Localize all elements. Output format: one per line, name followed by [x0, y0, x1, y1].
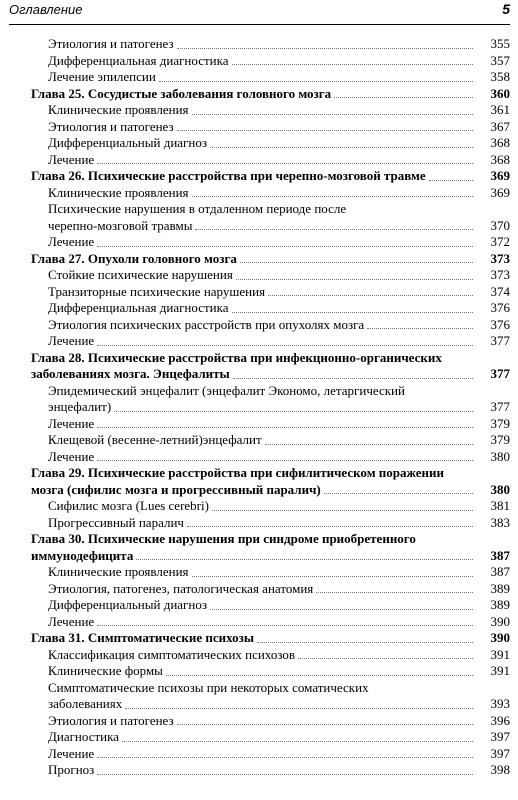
- toc-entry-title: Симптоматические психозы при некоторых соматических: [48, 679, 369, 695]
- dot-leader: [367, 327, 473, 329]
- toc-page-number: 370: [490, 217, 510, 233]
- dot-leader: [97, 162, 473, 164]
- toc-section-entry: [0, 234, 518, 251]
- toc-section-entry: [0, 69, 518, 86]
- dot-leader: [166, 674, 473, 676]
- toc-page-number: 390: [490, 630, 510, 645]
- dot-leader: [240, 261, 473, 263]
- dot-leader: [136, 558, 473, 560]
- dot-leader: [187, 525, 473, 527]
- toc-entry-title: Прогноз: [48, 762, 95, 777]
- table-of-contents: [0, 36, 518, 779]
- toc-chapter-entry: [0, 251, 518, 268]
- toc-page-number: 387: [490, 564, 510, 579]
- toc-page-number: 379: [490, 432, 510, 447]
- toc-entry-title: Прогрессивный паралич: [48, 514, 184, 530]
- dot-leader: [210, 146, 473, 148]
- toc-chapter-entry: [0, 482, 518, 499]
- toc-section-entry: [0, 729, 518, 746]
- toc-entry-title: Сифилис мозга (Lues cerebri): [48, 498, 209, 513]
- toc-page-number: 367: [490, 118, 510, 134]
- toc-section-entry: [0, 53, 518, 70]
- toc-page-number: 397: [490, 745, 510, 761]
- toc-entry-title: Лечение эпилепсии: [48, 69, 156, 84]
- toc-entry-title: Этиология и патогенез: [48, 36, 174, 51]
- dot-leader: [97, 459, 473, 461]
- dot-leader: [177, 723, 473, 725]
- toc-entry-title: мозга (сифилис мозга и прогрессивный паралич): [31, 481, 321, 497]
- toc-entry-title: Клинические проявления: [48, 102, 189, 117]
- toc-entry-title: Дифференциальный диагноз: [48, 597, 207, 612]
- dot-leader: [236, 278, 473, 280]
- dot-leader: [265, 443, 473, 445]
- toc-section-entry: [0, 267, 518, 284]
- toc-page-number: 377: [490, 366, 510, 381]
- toc-section-entry: [0, 152, 518, 169]
- toc-page-number: 389: [490, 580, 510, 596]
- toc-page-number: 376: [490, 316, 510, 332]
- toc-entry-title: Глава 31. Симптоматические психозы: [31, 630, 255, 645]
- toc-page-number: 380: [490, 481, 510, 497]
- toc-section-entry: [0, 564, 518, 581]
- dot-leader: [268, 294, 473, 296]
- toc-entry-title: Дифференциальный диагноз: [48, 135, 207, 150]
- dot-leader: [125, 707, 473, 709]
- toc-page-number: 376: [490, 300, 510, 315]
- dot-leader: [192, 575, 473, 577]
- toc-section-entry: [0, 663, 518, 680]
- dot-leader: [114, 410, 473, 412]
- toc-page-number: 381: [490, 498, 510, 513]
- dot-leader: [232, 311, 473, 313]
- toc-entry-title: Лечение: [48, 415, 95, 431]
- toc-section-entry: [0, 102, 518, 119]
- dot-leader: [233, 377, 473, 379]
- page-header: [9, 0, 510, 25]
- toc-page-number: 355: [490, 36, 510, 51]
- toc-page-number: 357: [490, 52, 510, 68]
- toc-entry-title: Стойкие психические нарушения: [48, 267, 233, 282]
- dot-leader: [97, 426, 473, 428]
- toc-entry-title: заболеваниях мозга. Энцефалиты: [31, 366, 230, 381]
- toc-section-entry: [0, 432, 518, 449]
- toc-entry-title: Клинические формы: [48, 663, 163, 678]
- toc-entry-title: Лечение: [48, 448, 95, 464]
- toc-page-number: 391: [490, 663, 510, 678]
- toc-entry-title: энцефалит): [48, 399, 112, 414]
- running-title: Оглавление: [9, 2, 83, 17]
- toc-page-number: 377: [490, 333, 510, 348]
- toc-entry-title: Дифференциальная диагностика: [48, 52, 229, 68]
- toc-entry-title: Эпидемический энцефалит (энцефалит Экономо, летаргический: [48, 382, 405, 398]
- toc-entry-title: Классификация симптоматических психозов: [48, 646, 296, 662]
- dot-leader: [257, 641, 473, 643]
- toc-entry-title: Глава 26. Психические расстройства при черепно-мозговой травме: [31, 168, 426, 183]
- toc-section-entry: [0, 399, 518, 416]
- toc-entry-title: Этиология и патогенез: [48, 118, 174, 134]
- dot-leader: [192, 113, 473, 115]
- dot-leader: [212, 509, 473, 511]
- dot-leader: [97, 773, 473, 775]
- toc-section-entry: [0, 696, 518, 713]
- toc-entry-title: Лечение: [48, 151, 95, 167]
- toc-page-number: 387: [490, 547, 510, 563]
- toc-page-number: 369: [490, 184, 510, 200]
- toc-chapter-entry: [0, 630, 518, 647]
- toc-entry-title: Глава 30. Психические нарушения при синдроме приобретенного: [31, 531, 416, 546]
- dot-leader: [177, 47, 473, 49]
- toc-page-number: 368: [490, 135, 510, 150]
- dot-leader: [232, 63, 473, 65]
- toc-entry-title: Глава 29. Психические расстройства при сифилитическом поражении: [31, 465, 445, 480]
- toc-section-entry: [0, 762, 518, 779]
- dot-leader: [192, 195, 473, 197]
- dot-leader: [195, 228, 473, 230]
- toc-chapter-entry: [0, 350, 518, 367]
- toc-page-number: 377: [490, 399, 510, 414]
- dot-leader: [316, 591, 473, 593]
- toc-page-number: 383: [490, 514, 510, 530]
- dot-leader: [429, 179, 473, 181]
- toc-entry-title: черепно-мозговой травмы: [48, 217, 193, 233]
- toc-chapter-entry: [0, 86, 518, 103]
- toc-section-entry: [0, 135, 518, 152]
- toc-entry-title: Клинические проявления: [48, 564, 189, 579]
- toc-entry-title: Лечение: [48, 613, 95, 629]
- dot-leader: [122, 740, 473, 742]
- dot-leader: [159, 80, 473, 82]
- toc-entry-title: Транзиторные психические нарушения: [48, 283, 266, 299]
- toc-section-entry: [0, 647, 518, 664]
- toc-section-entry: [0, 581, 518, 598]
- toc-entry-title: Глава 27. Опухоли головного мозга: [31, 250, 237, 266]
- toc-page-number: 369: [490, 168, 510, 183]
- toc-chapter-entry: [0, 465, 518, 482]
- toc-entry-title: Лечение: [48, 234, 95, 249]
- toc-entry-title: Глава 28. Психические расстройства при инфекционно-органических: [31, 349, 442, 365]
- toc-section-entry: [0, 713, 518, 730]
- dot-leader: [334, 96, 473, 98]
- dot-leader: [177, 129, 473, 131]
- toc-entry-title: Этиология, патогенез, патологическая анатомия: [48, 580, 314, 596]
- toc-page-number: 372: [490, 234, 510, 249]
- toc-section-entry: [0, 218, 518, 235]
- toc-section-entry: [0, 201, 518, 218]
- toc-page-number: 380: [490, 448, 510, 464]
- dot-leader: [97, 624, 473, 626]
- toc-entry-title: Клинические проявления: [48, 184, 189, 200]
- toc-section-entry: [0, 515, 518, 532]
- toc-chapter-entry: [0, 168, 518, 185]
- toc-entry-title: Этиология и патогенез: [48, 712, 174, 728]
- toc-section-entry: [0, 597, 518, 614]
- toc-page-number: 360: [490, 85, 510, 101]
- toc-entry-title: Лечение: [48, 333, 95, 348]
- toc-entry-title: Клещевой (весенне-летний)энцефалит: [48, 432, 262, 447]
- toc-page-number: 391: [490, 646, 510, 662]
- toc-page-number: 393: [490, 696, 510, 711]
- dot-leader: [97, 756, 473, 758]
- toc-section-entry: [0, 300, 518, 317]
- toc-entry-title: Этиология психических расстройств при опухолях мозга: [48, 316, 365, 332]
- dot-leader: [298, 657, 473, 659]
- toc-section-entry: [0, 119, 518, 136]
- toc-page-number: 397: [490, 729, 510, 744]
- toc-page-number: 390: [490, 613, 510, 629]
- toc-section-entry: [0, 449, 518, 466]
- toc-page-number: 389: [490, 597, 510, 612]
- toc-page-number: 379: [490, 415, 510, 431]
- toc-entry-title: Психические нарушения в отдаленном периоде после: [48, 201, 347, 216]
- toc-section-entry: [0, 614, 518, 631]
- dot-leader: [210, 608, 473, 610]
- toc-page-number: 398: [490, 762, 510, 777]
- page-number: 5: [502, 1, 510, 17]
- toc-section-entry: [0, 333, 518, 350]
- toc-page-number: 368: [490, 151, 510, 167]
- toc-section-entry: [0, 284, 518, 301]
- toc-section-entry: [0, 383, 518, 400]
- toc-entry-title: иммунодефицита: [31, 547, 134, 563]
- toc-entry-title: Диагностика: [48, 729, 120, 744]
- dot-leader: [97, 344, 473, 346]
- toc-entry-title: Глава 25. Сосудистые заболевания головного мозга: [31, 85, 332, 101]
- toc-section-entry: [0, 498, 518, 515]
- toc-section-entry: [0, 746, 518, 763]
- toc-page-number: 373: [490, 250, 510, 266]
- toc-page-number: 396: [490, 712, 510, 728]
- toc-entry-title: заболеваниях: [48, 696, 123, 711]
- toc-chapter-entry: [0, 548, 518, 565]
- toc-entry-title: Лечение: [48, 745, 95, 761]
- toc-page-number: 374: [490, 283, 510, 299]
- dot-leader: [97, 245, 473, 247]
- toc-section-entry: [0, 36, 518, 53]
- toc-section-entry: [0, 680, 518, 697]
- toc-page-number: 373: [490, 267, 510, 282]
- toc-chapter-entry: [0, 531, 518, 548]
- toc-page-number: 361: [490, 102, 510, 117]
- toc-chapter-entry: [0, 366, 518, 383]
- toc-page-number: 358: [490, 69, 510, 84]
- toc-section-entry: [0, 416, 518, 433]
- toc-section-entry: [0, 317, 518, 334]
- toc-entry-title: Дифференциальная диагностика: [48, 300, 229, 315]
- dot-leader: [324, 492, 473, 494]
- toc-section-entry: [0, 185, 518, 202]
